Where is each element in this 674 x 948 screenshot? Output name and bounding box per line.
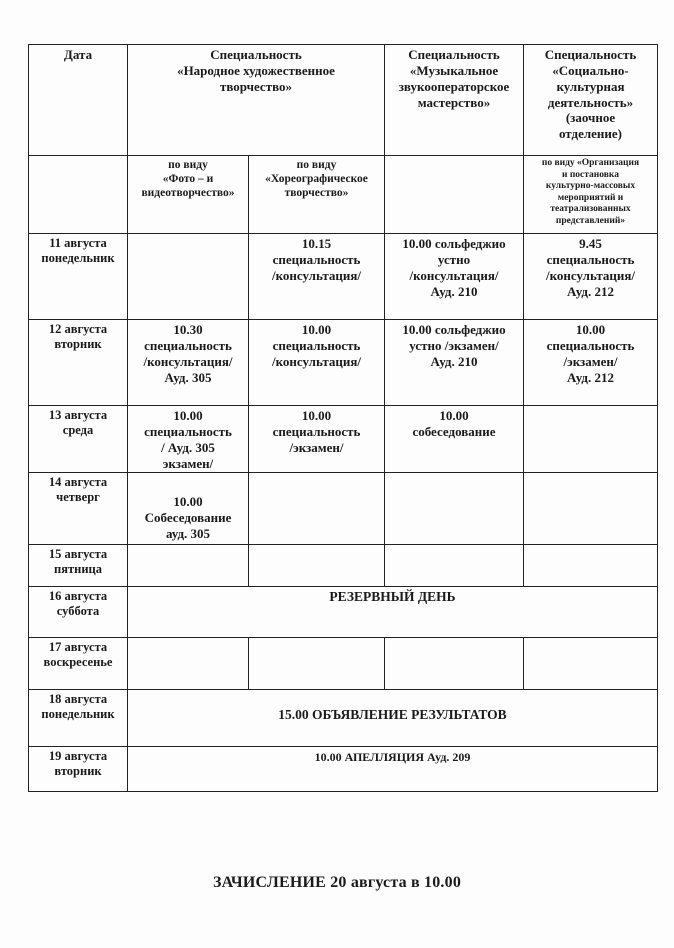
table-row	[29, 587, 658, 638]
cell-sokd	[524, 545, 658, 587]
enrollment-note: ЗАЧИСЛЕНИЕ 20 августа в 10.00	[212, 874, 462, 891]
cell-choreo	[249, 473, 385, 545]
date-cell: 16 августа суббота	[29, 587, 128, 638]
subheader-empty	[385, 156, 524, 234]
cell-sokd: 9.45 специальность /консультация/ Ауд. 212	[524, 234, 658, 320]
date-cell: 17 августа воскресенье	[29, 638, 128, 690]
cell-music	[385, 638, 524, 690]
header-date: Дата	[29, 45, 128, 156]
cell-music	[385, 545, 524, 587]
cell-photo: 10.00 специальность / Ауд. 305 экзамен/	[128, 406, 249, 473]
table-row	[29, 406, 658, 473]
cell-sokd	[524, 473, 658, 545]
header-sociocultural: Специальность «Социально- культурная деятельность» (заочное отделение)	[524, 45, 658, 156]
date-cell: 13 августа среда	[29, 406, 128, 473]
table-row	[29, 320, 658, 406]
cell-choreo	[249, 545, 385, 587]
subheader-empty	[29, 156, 128, 234]
date-cell: 14 августа четверг	[29, 473, 128, 545]
subheader-row	[29, 156, 658, 234]
cell-photo	[128, 638, 249, 690]
cell-music: 10.00 собеседование	[385, 406, 524, 473]
table-row	[29, 473, 658, 545]
table-row	[29, 638, 658, 690]
cell-music: 10.00 сольфеджио устно /консультация/ Ауд. 210	[385, 234, 524, 320]
cell-choreo: 10.00 специальность /консультация/	[249, 320, 385, 406]
appeal-cell: 10.00 АПЕЛЛЯЦИЯ Ауд. 209	[128, 747, 658, 792]
header-row	[29, 45, 658, 156]
date-cell: 12 августа вторник	[29, 320, 128, 406]
header-sound-engineering: Специальность «Музыкальное звукооператорское мастерство»	[385, 45, 524, 156]
cell-music	[385, 473, 524, 545]
subheader-choreo: по виду «Хореографическое творчество»	[249, 156, 385, 234]
cell-photo	[128, 234, 249, 320]
results-cell: 15.00 ОБЪЯВЛЕНИЕ РЕЗУЛЬТАТОВ	[128, 690, 658, 747]
subheader-photo: по виду «Фото – и видеотворчество»	[128, 156, 249, 234]
cell-choreo	[249, 638, 385, 690]
date-cell: 11 августа понедельник	[29, 234, 128, 320]
date-cell: 19 августа вторник	[29, 747, 128, 792]
subheader-sokd: по виду «Организация и постановка культурно-массовых мероприятий и театрализованных представлений»	[524, 156, 658, 234]
date-cell: 15 августа пятница	[29, 545, 128, 587]
cell-sokd: 10.00 специальность /экзамен/ Ауд. 212	[524, 320, 658, 406]
header-folk-art: Специальность «Народное художественное творчество»	[128, 45, 385, 156]
cell-sokd	[524, 638, 658, 690]
table-row	[29, 234, 658, 320]
table-row	[29, 690, 658, 747]
cell-photo	[128, 545, 249, 587]
table-row	[29, 747, 658, 792]
cell-photo: 10.30 специальность /консультация/ Ауд. 305	[128, 320, 249, 406]
date-cell: 18 августа понедельник	[29, 690, 128, 747]
table-row	[29, 545, 658, 587]
schedule-table	[28, 44, 658, 792]
cell-photo: 10.00 Собеседование ауд. 305	[128, 473, 249, 545]
cell-music: 10.00 сольфеджио устно /экзамен/ Ауд. 210	[385, 320, 524, 406]
cell-choreo: 10.00 специальность /экзамен/	[249, 406, 385, 473]
reserve-day-cell: РЕЗЕРВНЫЙ ДЕНЬ	[128, 587, 658, 638]
cell-sokd	[524, 406, 658, 473]
cell-choreo: 10.15 специальность /консультация/	[249, 234, 385, 320]
